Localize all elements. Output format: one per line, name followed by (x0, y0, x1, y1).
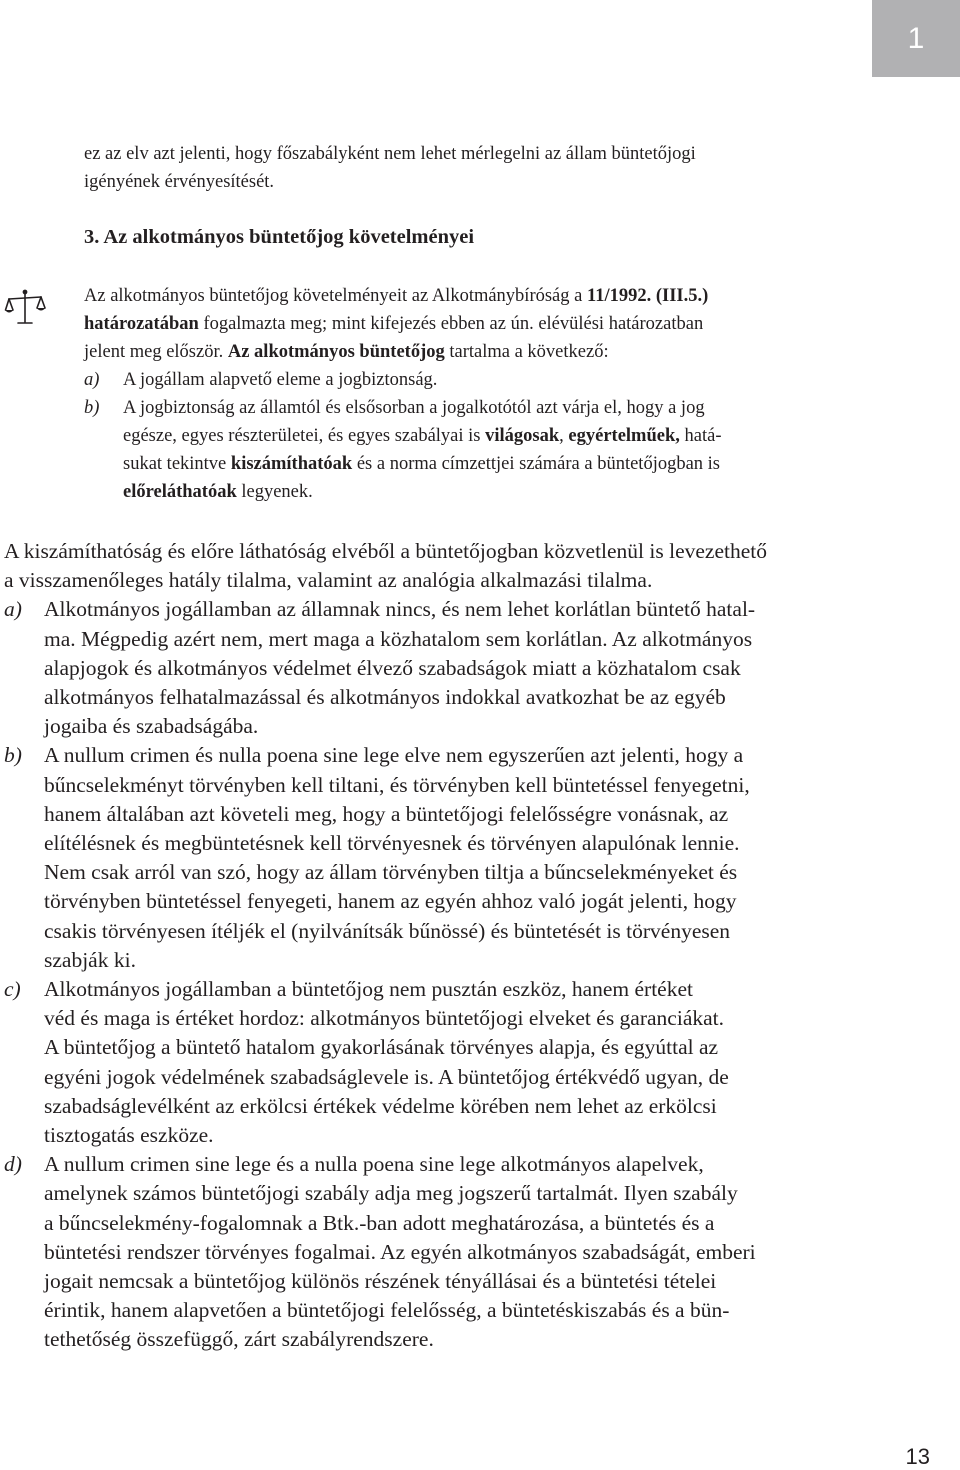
callout-item-b (84, 394, 830, 506)
list-item (4, 1150, 830, 1354)
list-item-line: jogaiba és szabadságába. (44, 714, 259, 739)
list-marker: a) (4, 597, 22, 622)
section-heading: 3. Az alkotmányos büntetőjog követelményei (84, 226, 475, 248)
list-item-line: Nem csak arról van szó, hogy az állam törvényben tiltja a bűncselekményeket és (44, 860, 738, 885)
callout-text: , (559, 426, 569, 446)
callout-bold: határozatában (84, 314, 199, 334)
callout-text: legyenek. (236, 482, 313, 502)
list-item-line: bűncselekményt törvényben kell tiltani, és törvényben kell büntetéssel fenyegetni, (44, 772, 750, 797)
list-item-line: tisztogatás eszköze. (44, 1123, 214, 1148)
list-item-line: hanem általában azt követeli meg, hogy a büntetőjogi felelősségre vonásnak, az (44, 801, 729, 826)
list-item-line: A büntetőjog a büntető hatalom gyakorlásának törvényes alapja, és egyúttal az (44, 1035, 719, 1060)
list-item-line: tethetőség összefüggő, zárt szabályrendszere. (44, 1327, 434, 1352)
list-item-line: alkotmányos felhatalmazással és alkotmányos indokkal avatkozhat be az egyéb (44, 685, 726, 710)
callout-item-line (123, 478, 830, 506)
list-item-line: jogait nemcsak a büntetőjog különös részének tényállásai és a büntetési tételei (44, 1269, 717, 1294)
callout-text: tartalma a következő: (444, 342, 609, 362)
list-item-line: Alkotmányos jogállamban az államnak nincs, és nem lehet korlátlan büntető hatal- (44, 597, 756, 622)
callout-item-text: A jogállam alapvető eleme a jogbiztonság. (123, 370, 438, 390)
callout-item-line (123, 450, 830, 478)
callout-text: hatá- (679, 426, 722, 446)
callout-text: jelent meg először. (84, 342, 228, 362)
list-marker: a) (84, 370, 100, 390)
list-item (4, 595, 830, 741)
scales-of-justice-icon (4, 288, 46, 328)
list-item-line: A nullum crimen sine lege és a nulla poena sine lege alkotmányos alapelvek, (44, 1152, 704, 1177)
list-item-line: egyéni jogok védelmének szabadságlevele is. A büntetőjog értékvédő ugyan, de (44, 1064, 729, 1089)
decision-number: 11/1992. (III.5.) (586, 286, 709, 306)
list-item-line: amelynek számos büntetőjogi szabály adja meg jogszerű tartalmát. Ilyen szabály (44, 1181, 738, 1206)
callout-item-line (123, 422, 830, 450)
keyword-predictable: kiszámíthatóak (230, 454, 353, 474)
main-paragraph (4, 537, 830, 595)
list-item-line: szabják ki. (44, 947, 136, 972)
keyword-foreseeable: előreláthatóak (123, 482, 237, 502)
list-item-line: szabadságlevélként az erkölcsi értékek védelme körében nem lehet az erkölcsi (44, 1093, 717, 1118)
list-marker: b) (4, 743, 22, 768)
list-item-line: csakis törvényesen ítéljék el (nyilvánítsák bűnössé) és büntetését is törvényesen (44, 918, 731, 943)
main-line: A kiszámíthatóság és előre láthatóság elvéből a büntetőjogban közvetlenül is levezethető (4, 539, 768, 563)
main-list (4, 595, 830, 1354)
intro-paragraph (84, 140, 830, 196)
callout-text: egésze, egyes részterületei, és egyes szabályai is (123, 426, 486, 446)
list-item (4, 741, 830, 975)
list-item-line: büntetési rendszer törvényes fogalmai. Az egyén alkotmányos szabadságát, emberi (44, 1239, 756, 1264)
main-body (4, 537, 830, 1355)
keyword-clear: világosak (485, 426, 560, 446)
callout-line (84, 310, 830, 338)
callout-text: és a norma címzettjei számára a büntetőjogban is (352, 454, 721, 474)
chapter-tab: 1 (872, 0, 960, 77)
callout-bold: Az alkotmányos büntetőjog (227, 342, 445, 362)
list-marker: c) (4, 977, 21, 1002)
callout-item-a (84, 366, 830, 394)
callout-line (84, 338, 830, 366)
list-item (4, 975, 830, 1150)
keyword-unambiguous: egyértelműek, (568, 426, 680, 446)
list-item-line: a bűncselekmény-fogalomnak a Btk.-ban adott meghatározása, a büntetés és a (44, 1210, 715, 1235)
list-item-line: véd és maga is értéket hordoz: alkotmányos büntetőjogi elveket és garanciákat. (44, 1006, 725, 1031)
callout-text: fogalmazta meg; mint kifejezés ebben az ún. elévülési határozatban (198, 314, 704, 334)
callout-item-line: A jogbiztonság az államtól és elsősorban a jogalkotótól azt várja el, hogy a jog (123, 398, 705, 418)
callout-text: Az alkotmányos büntetőjog követelményeit az Alkotmánybíróság a (84, 286, 587, 306)
callout-block (84, 282, 830, 506)
list-item-line: elítélésnek és megbüntetésnek kell törvényesnek és törvényen alapulónak lennie. (44, 831, 740, 856)
intro-line: igényének érvényesítését. (84, 172, 275, 192)
callout-line (84, 282, 830, 310)
list-item-line: érintik, hanem alapvetően a büntetőjogi felelősség, a büntetéskiszabás és a bün- (44, 1298, 730, 1323)
list-item-line: A nullum crimen és nulla poena sine lege elve nem egyszerűen azt jelenti, hogy a (44, 743, 744, 768)
list-item-line: alapjogok és alkotmányos védelmet élvező szabadságok miatt a közhatalom csak (44, 655, 741, 680)
list-item-line: törvényben büntetéssel fenyegeti, hanem az egyén ahhoz való jogát jelenti, hogy (44, 889, 737, 914)
list-marker: b) (84, 398, 100, 418)
page-number: 13 (905, 1444, 930, 1469)
callout-text: sukat tekintve (123, 454, 231, 474)
list-item-line: ma. Mégpedig azért nem, mert maga a közhatalom sem korlátlan. Az alkotmányos (44, 626, 753, 651)
intro-line: ez az elv azt jelenti, hogy főszabályként nem lehet mérlegelni az állam büntetőjogi (84, 144, 696, 164)
main-line: a visszamenőleges hatály tilalma, valamint az analógia alkalmazási tilalma. (4, 568, 653, 593)
list-marker: d) (4, 1152, 22, 1177)
list-item-line: Alkotmányos jogállamban a büntetőjog nem pusztán eszköz, hanem értéket (44, 977, 693, 1002)
